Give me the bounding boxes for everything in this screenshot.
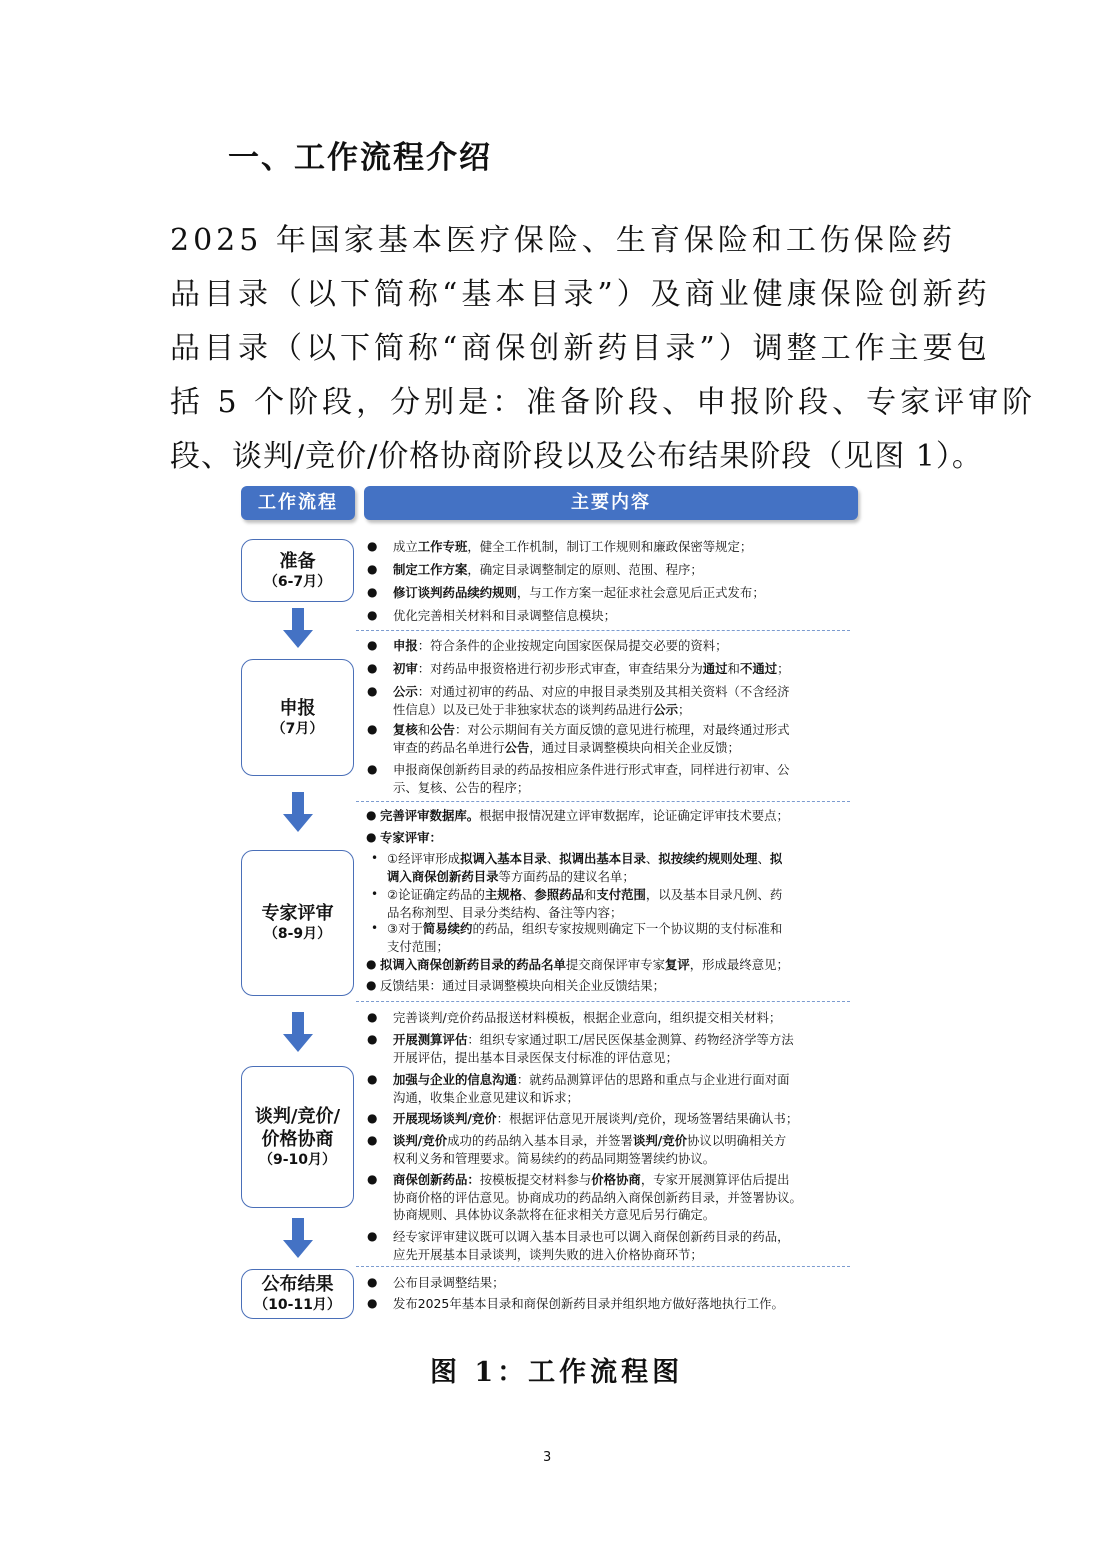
sub-bullet-icon: • xyxy=(371,887,379,901)
bullet-icon: ● xyxy=(367,1172,378,1186)
content-item xyxy=(393,1110,798,1128)
content-item xyxy=(387,920,782,955)
content-line: 成立工作专班，健全工作机制，制订工作规则和廉政保密等规定； xyxy=(393,539,753,554)
content-item xyxy=(380,807,789,825)
content-item xyxy=(393,1228,790,1263)
content-line: 调入商保创新药目录等方面药品的建议名单； xyxy=(387,868,635,884)
content-line: 完善谈判/竞价药品报送材料模板，根据企业意向，组织提交相关材料； xyxy=(393,1010,782,1025)
content-item xyxy=(387,886,782,921)
content-line: ①经评审形成拟调入基本目录、拟调出基本目录、拟按续约规则处理、拟 xyxy=(387,851,783,866)
bullet-icon: ● xyxy=(366,830,377,844)
content-line: 开展评估，提出基本目录医保支付标准的评估意见； xyxy=(393,1049,678,1065)
content-line: 审查的药品名单进行公告，通过目录调整模块向相关企业反馈； xyxy=(393,739,740,755)
content-item xyxy=(393,660,790,678)
down-arrow-icon xyxy=(283,1012,313,1052)
content-line: 开展现场谈判/竞价：根据评估意见开展谈判/竞价，现场签署结果确认书； xyxy=(393,1111,799,1126)
sub-bullet-icon: • xyxy=(371,921,379,935)
content-line: 制定工作方案，确定目录调整制定的原则、范围、程序； xyxy=(393,562,703,577)
stage-name: 申报 xyxy=(279,697,316,719)
bullet-icon: ● xyxy=(367,638,378,652)
content-line: 申报商保创新药目录的药品按相应条件进行形式审查，同样进行初审、公 xyxy=(393,762,790,777)
content-item xyxy=(393,584,765,602)
content-line: 初审：对药品申报资格进行初步形式审查，审查结果分为通过和不通过； xyxy=(393,661,790,676)
content-line: 优化完善相关材料和目录调整信息模块； xyxy=(393,608,617,623)
paragraph-line: 品目录（以下简称“基本目录”）及商业健康保险创新药 xyxy=(170,277,991,312)
stage-name: 专家评审 xyxy=(261,903,334,924)
paragraph-line: 段、谈判/竞价/价格协商阶段以及公布结果阶段（见图 1）。 xyxy=(170,439,983,474)
content-line: 支付范围； xyxy=(387,938,449,954)
content-line: 加强与企业的信息沟通：就药品测算评估的思路和重点与企业进行面对面 xyxy=(393,1072,790,1087)
bullet-icon: ● xyxy=(367,1275,378,1289)
bullet-icon: ● xyxy=(367,1111,378,1125)
bullet-icon: ● xyxy=(367,1229,378,1243)
content-line: 示、复核、公告的程序； xyxy=(393,779,530,795)
content-item xyxy=(393,1071,790,1106)
bullet-icon: ● xyxy=(367,1072,378,1086)
content-item xyxy=(393,1009,781,1027)
down-arrow-icon xyxy=(283,608,313,648)
content-line: 商保创新药品：按模板提交材料参与价格协商，专家开展测算评估后提出 xyxy=(393,1172,790,1187)
bullet-icon: ● xyxy=(367,661,378,675)
content-line: 完善评审数据库。根据申报情况建立评审数据库，论证确定评审技术要点； xyxy=(380,808,789,823)
content-item xyxy=(380,956,789,974)
content-line: ②论证确定药品的主规格、参照药品和支付范围，以及基本目录凡例、药 xyxy=(387,887,783,902)
content-item xyxy=(393,607,616,625)
content-line: 专家评审： xyxy=(380,830,442,845)
paragraph-line: 括 5 个阶段，分别是：准备阶段、申报阶段、专家评审阶 xyxy=(170,385,1037,420)
content-line: 品名称剂型、目录分类结构、备注等内容； xyxy=(387,904,623,920)
stage-name: 谈判/竞价/价格协商 xyxy=(254,1106,341,1150)
content-line: 复核和公告：对公示期间有关方面反馈的意见进行梳理，对最终通过形式 xyxy=(393,722,790,737)
content-item xyxy=(380,829,442,847)
bullet-icon: ● xyxy=(367,762,378,776)
section-divider xyxy=(356,801,850,802)
bullet-icon: ● xyxy=(366,808,377,822)
content-item xyxy=(393,538,752,556)
section-heading: 一、工作流程介绍 xyxy=(228,140,492,176)
down-arrow-icon xyxy=(283,1218,313,1258)
stage-name: 准备 xyxy=(279,550,316,572)
content-line: 申报：符合条件的企业按规定向国家医保局提交必要的资料； xyxy=(393,638,728,653)
content-line: 拟调入商保创新药目录的药品名单提交商保评审专家复评，形成最终意见； xyxy=(380,957,789,972)
stage-name: 公布结果 xyxy=(261,1274,334,1295)
stage-dates: （10-11月） xyxy=(254,1297,341,1313)
content-line: ③对于简易续约的药品，组织专家按规则确定下一个协议期的支付标准和 xyxy=(387,921,783,936)
bullet-icon: ● xyxy=(366,978,377,992)
content-line: 开展测算评估：组织专家通过职工/居民医保基金测算、药物经济学等方法 xyxy=(393,1032,794,1047)
header-workflow: 工作流程 xyxy=(241,486,355,520)
content-item xyxy=(393,1132,786,1167)
content-item xyxy=(393,1295,784,1313)
content-item xyxy=(393,561,703,579)
bullet-icon: ● xyxy=(367,608,378,622)
stage-negotiation xyxy=(241,1066,354,1208)
sub-bullet-icon: • xyxy=(371,851,379,865)
content-item xyxy=(393,1031,794,1066)
stage-dates: （6-7月） xyxy=(263,573,332,590)
section-divider xyxy=(356,1266,850,1267)
stage-prepare xyxy=(241,539,354,602)
bullet-icon: ● xyxy=(367,684,378,698)
content-line: 性信息）以及已处于非独家状态的谈判药品进行公示； xyxy=(393,701,691,717)
stage-declare xyxy=(241,659,354,776)
content-line: 沟通，收集企业意见建议和诉求； xyxy=(393,1089,579,1105)
bullet-icon: ● xyxy=(367,562,378,576)
content-item xyxy=(380,977,665,995)
stage-dates: （9-10月） xyxy=(258,1152,337,1168)
content-line: 应先开展基本目录谈判，谈判失败的进入价格协商环节； xyxy=(393,1246,703,1262)
content-line: 公示：对通过初审的药品、对应的申报目录类别及其相关资料（不含经济 xyxy=(393,684,790,699)
content-line: 谈判/竞价成功的药品纳入基本目录，并签署谈判/竞价协议以明确相关方 xyxy=(393,1133,787,1148)
content-item xyxy=(393,683,790,718)
stage-expert-review xyxy=(241,850,354,996)
header-main-content: 主要内容 xyxy=(364,486,858,520)
content-line: 发布2025年基本目录和商保创新药目录并组织地方做好落地执行工作。 xyxy=(393,1296,784,1311)
bullet-icon: ● xyxy=(367,585,378,599)
bullet-icon: ● xyxy=(367,1010,378,1024)
content-line: 权利义务和管理要求。简易续约的药品同期签署续约协议。 xyxy=(393,1150,716,1166)
bullet-icon: ● xyxy=(367,539,378,553)
page-number: 3 xyxy=(543,1450,552,1465)
content-item xyxy=(393,721,790,756)
bullet-icon: ● xyxy=(366,957,377,971)
figure-caption: 图 1：工作流程图 xyxy=(430,1357,684,1388)
content-line: 反馈结果：通过目录调整模块向相关企业反馈结果； xyxy=(380,978,665,993)
bullet-icon: ● xyxy=(367,1133,378,1147)
section-divider xyxy=(356,1001,850,1002)
paragraph-line: 品目录（以下简称“商保创新药目录”）调整工作主要包 xyxy=(170,331,991,366)
section-divider xyxy=(356,630,850,631)
bullet-icon: ● xyxy=(367,1032,378,1046)
content-line: 经专家评审建议既可以调入基本目录也可以调入商保创新药目录的药品， xyxy=(393,1229,790,1244)
content-line: 协商价格的评估意见。协商成功的药品纳入商保创新药目录，并签署协议。 xyxy=(393,1189,802,1205)
stage-dates: （7月） xyxy=(271,720,324,737)
content-item xyxy=(393,637,728,655)
stage-publish xyxy=(241,1269,354,1319)
paragraph-line: 2025 年国家基本医疗保险、生育保险和工伤保险药 xyxy=(170,223,956,258)
down-arrow-icon xyxy=(283,792,313,832)
stage-dates: （8-9月） xyxy=(263,926,332,942)
content-line: 公布目录调整结果； xyxy=(393,1275,505,1290)
content-line: 协商规则、具体协议条款将在征求相关方意见后另行确定。 xyxy=(393,1207,716,1222)
content-item xyxy=(387,850,782,885)
content-item xyxy=(393,1274,505,1292)
content-item xyxy=(393,761,790,796)
bullet-icon: ● xyxy=(367,722,378,736)
content-item xyxy=(393,1171,802,1224)
content-line: 修订谈判药品续约规则，与工作方案一起征求社会意见后正式发布； xyxy=(393,585,765,600)
bullet-icon: ● xyxy=(367,1296,378,1310)
